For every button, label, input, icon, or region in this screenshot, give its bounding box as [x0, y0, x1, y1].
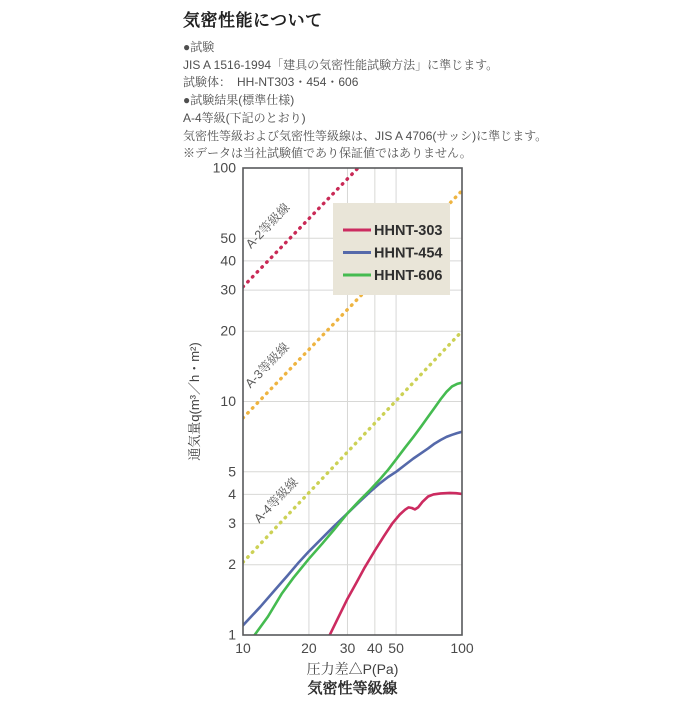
grade-line-label: A-2等級線: [243, 200, 293, 252]
x-tick-label: 20: [301, 640, 317, 656]
legend: [333, 203, 450, 295]
note-test-specimen: 試験体： HH-NT303・454・606: [183, 75, 359, 90]
x-axis-label: 圧力差△P(Pa): [306, 661, 399, 677]
x-tick-label: 100: [450, 640, 474, 656]
note-grade-result: A-4等級(下記のとおり): [183, 110, 306, 125]
y-tick-label: 10: [220, 393, 236, 409]
y-tick-label: 4: [228, 485, 236, 502]
x-tick-label: 50: [388, 640, 404, 656]
legend-label-hhnt-303: HHNT-303: [374, 223, 443, 239]
y-axis-label: 通気量q(m³／h・m²): [187, 342, 202, 461]
y-tick-label: 5: [228, 463, 236, 480]
x-tick-label: 30: [339, 640, 356, 656]
y-tick-label: 1: [228, 626, 236, 643]
chart-svg: [183, 150, 523, 705]
x-tick-label: 10: [235, 640, 251, 656]
series-line-hhnt-606: [255, 383, 462, 635]
note-grade-standard: 気密性等級および気密性等級線は、JIS A 4706(サッシ)に準じます。: [183, 128, 548, 143]
header-block: [183, 6, 593, 163]
y-tick-label: 40: [220, 252, 236, 269]
chart-caption: 気密性等級線: [307, 680, 398, 697]
y-tick-label: 2: [228, 556, 236, 573]
y-tick-label: 3: [228, 515, 236, 532]
y-tick-label: 100: [212, 159, 236, 176]
airtightness-chart: [183, 150, 523, 705]
y-tick-label: 50: [220, 229, 236, 246]
note-disclaimer: ※データは当社試験値であり保証値ではありません。: [183, 146, 472, 161]
grade-line-label: A-3等級線: [242, 339, 293, 391]
x-tick-label: 40: [367, 640, 383, 656]
series-line-hhnt-303: [328, 493, 462, 638]
y-tick-label: 20: [220, 322, 236, 339]
note-jis-standard: JIS A 1516-1994「建具の気密性能試験方法」に準じます。: [183, 57, 499, 72]
legend-label-hhnt-606: HHNT-606: [374, 268, 443, 284]
note-test-heading: ●試験: [183, 40, 215, 54]
page-title: 気密性能について: [183, 11, 323, 30]
legend-label-hhnt-454: HHNT-454: [374, 245, 443, 262]
grade-line-label: A-4等級線: [251, 475, 301, 526]
y-tick-label: 30: [220, 281, 236, 298]
note-result-heading: ●試験結果(標準仕様): [183, 93, 295, 108]
